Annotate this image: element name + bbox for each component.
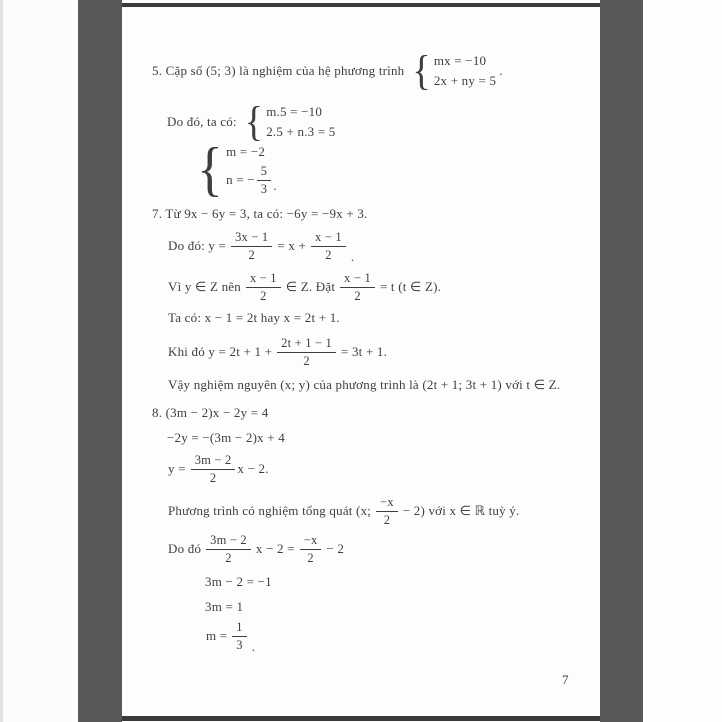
photo-left-edge xyxy=(0,0,3,722)
sentence-period: . xyxy=(499,63,503,78)
page-edge-shadow-right xyxy=(600,0,643,722)
solution-7-line-4: Ta có: x − 1 = 2t hay x = 2t + 1. xyxy=(168,310,340,325)
solution-8-line-2: −2y = −(3m − 2)x + 4 xyxy=(167,430,285,445)
book-spine-shadow-left xyxy=(78,0,122,722)
solution-8-line-5: Do đó $\frac{3m - 2}{2}$ x − 2 = $\frac{-x}{2}$ − 2 xyxy=(168,532,345,565)
page-number: 7 xyxy=(562,672,569,687)
document-page xyxy=(122,0,600,722)
fraction: $\frac{5}{3}$ xyxy=(257,164,271,197)
system-equation: 2.5 + n.3 = 5 xyxy=(266,124,336,139)
fraction: $\frac{3m - 2}{2}$ xyxy=(206,533,251,566)
solution-8-line-7: 3m = 1 xyxy=(205,599,244,614)
lead-text: Do đó, ta có: xyxy=(167,114,237,129)
solution-8-line-3: y = $\frac{3m - 2}{2}$ x − 2. xyxy=(168,452,269,485)
sentence-period: . xyxy=(273,177,277,193)
system-equation: n = − $\frac{5}{3}$ . xyxy=(226,163,277,196)
fraction: $\frac{x - 1}{2}$ xyxy=(311,230,346,263)
system-equation: 2x + ny = 5 xyxy=(433,73,497,88)
equation-system xyxy=(412,47,497,95)
problem-5-statement: 5. Cặp số (5; 3) là nghiệm của hệ phương trình xyxy=(152,63,405,78)
solution-8-line-8: m = $\frac{1}{3}$ . xyxy=(206,614,255,658)
solution-7-line-5: Khi đó y = 2t + 1 + $\frac{2t + 1 - 1}{2}$ = 3t + 1. xyxy=(168,335,388,368)
system-equation: m = −2 xyxy=(226,143,266,159)
solution-7-line-1: 7. Từ 9x − 6y = 3, ta có: −6y = −9x + 3. xyxy=(152,206,368,221)
solution-5-line-1 xyxy=(152,49,503,93)
solution-8-line-6: 3m − 2 = −1 xyxy=(205,574,272,589)
equation-system xyxy=(244,98,336,146)
equation-system xyxy=(197,135,277,203)
solution-8-line-4: Phương trình có nghiệm tổng quát (x; $\frac{-x}{2}$ − 2) với x ∈ ℝ tuỳ ý. xyxy=(168,494,520,527)
page-bottom-edge-rule xyxy=(122,716,600,721)
system-equation: mx = −10 xyxy=(433,53,487,68)
system-equation: m.5 = −10 xyxy=(266,104,323,119)
left-brace-icon: { xyxy=(412,47,431,95)
fraction: $\frac{-x}{2}$ xyxy=(376,495,398,528)
left-brace-icon: { xyxy=(244,98,264,146)
solution-8-line-1: 8. (3m − 2)x − 2y = 4 xyxy=(152,405,269,420)
sentence-period: . xyxy=(251,639,256,654)
left-brace-icon: { xyxy=(197,135,224,203)
fraction: $\frac{3x - 1}{2}$ xyxy=(231,230,272,263)
solution-7-line-2: Do đó: y = $\frac{3x - 1}{2}$ = x + $\frac{x - 1}{2}$ . xyxy=(168,224,354,268)
outer-margin-left xyxy=(0,0,78,722)
page-top-edge-rule xyxy=(122,3,600,7)
solution-7-line-6: Vậy nghiệm nguyên (x; y) của phương trình là (2t + 1; 3t + 1) với t ∈ Z. xyxy=(168,377,561,392)
fraction: $\frac{2t + 1 - 1}{2}$ xyxy=(277,336,336,369)
fraction: $\frac{x - 1}{2}$ xyxy=(340,271,375,304)
sentence-period: . xyxy=(350,249,355,264)
solution-5-line-3 xyxy=(197,135,277,203)
outer-margin-right xyxy=(643,0,722,722)
fraction: $\frac{-x}{2}$ xyxy=(300,533,322,566)
fraction: $\frac{x - 1}{2}$ xyxy=(246,271,281,304)
fraction: $\frac{3m - 2}{2}$ xyxy=(191,453,236,486)
solution-5-line-2 xyxy=(167,100,335,144)
solution-7-line-3: Vì y ∈ Z nên $\frac{x - 1}{2}$ ∈ Z. Đặt $\frac{x - 1}{2}$ = t (t ∈ Z). xyxy=(168,270,442,303)
fraction: $\frac{1}{3}$ xyxy=(232,620,246,653)
